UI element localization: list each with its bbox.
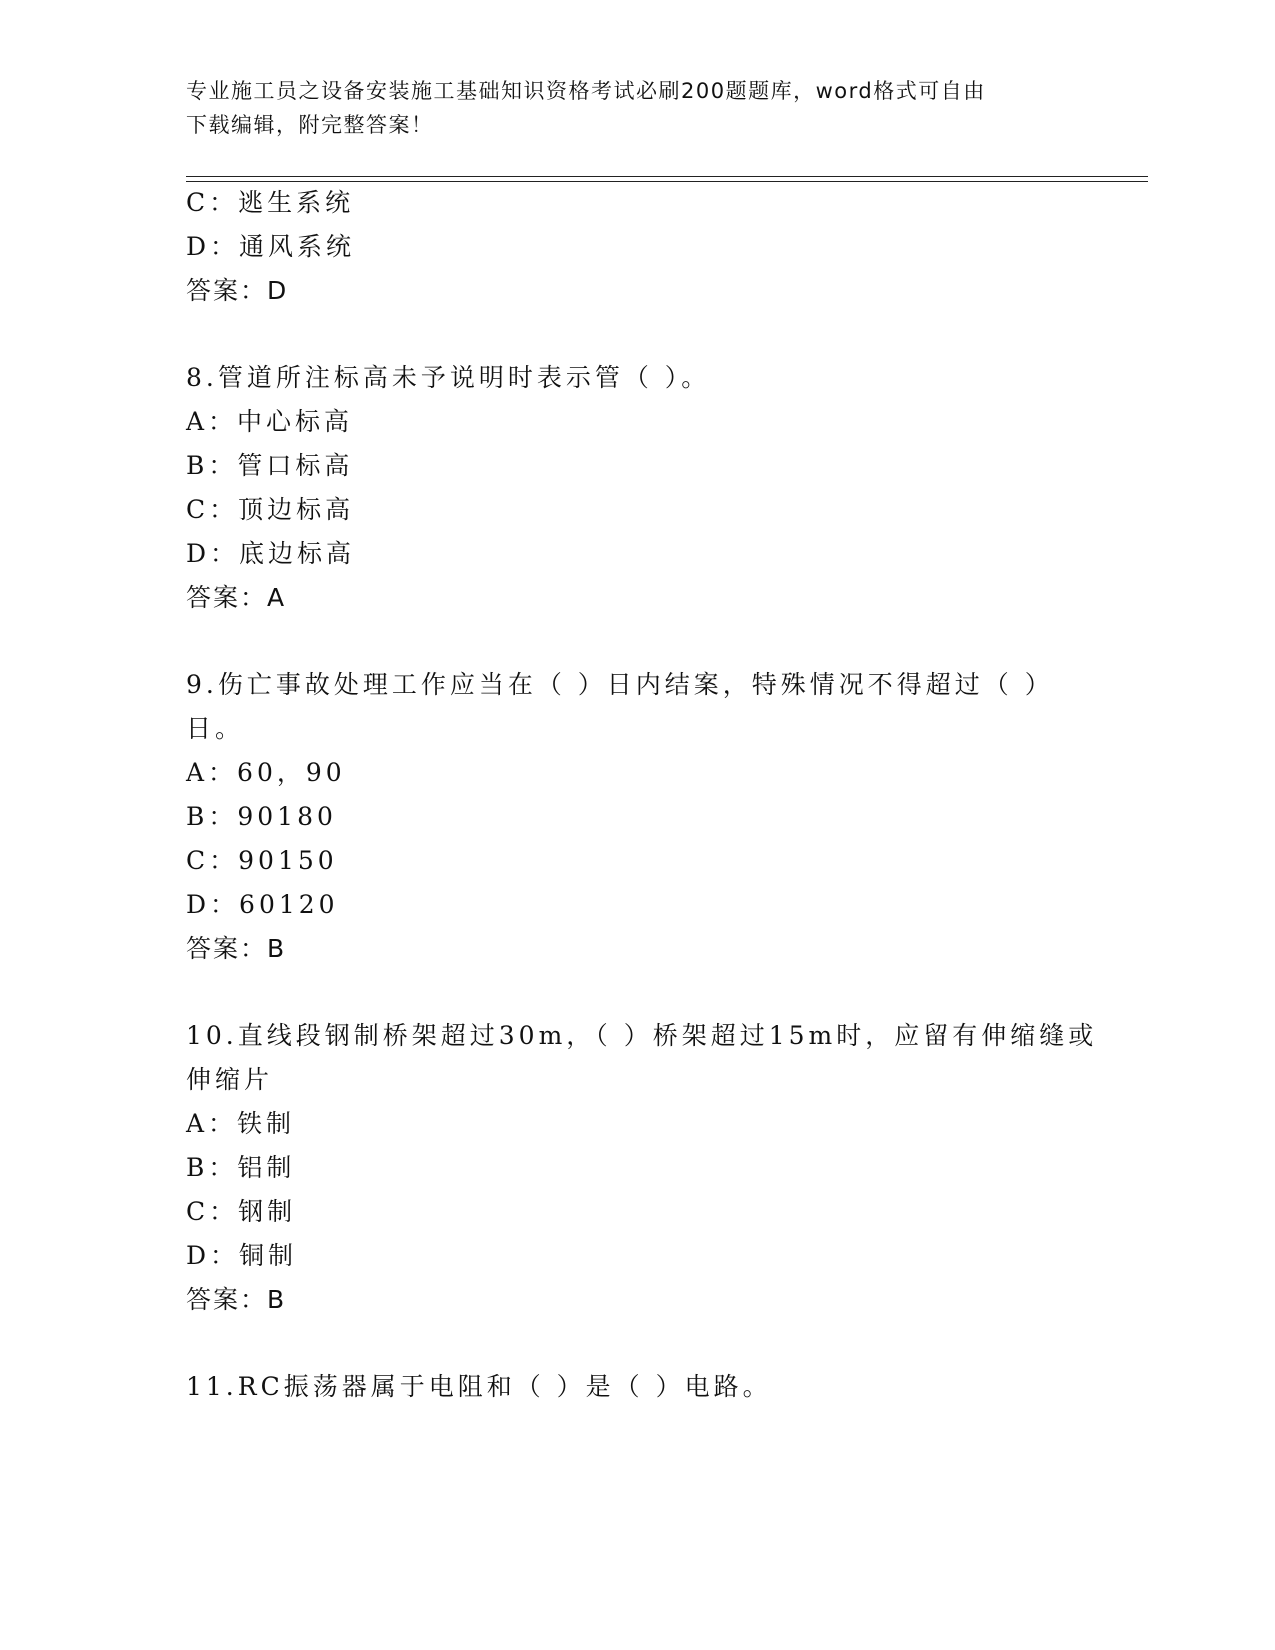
q9-answer: 答案：B (186, 934, 287, 963)
q11-question: 11.RC振荡器属于电阻和（ ）是（ ）电路。 (186, 1372, 772, 1401)
q10-answer: 答案：B (186, 1285, 287, 1314)
q10-option-b: B：铝制 (186, 1153, 296, 1182)
document-header (186, 74, 1066, 142)
q9-option-b: B：90180 (186, 802, 337, 831)
q9-question-line-1: 9.伤亡事故处理工作应当在（ ）日内结案，特殊情况不得超过（ ） (186, 670, 1054, 699)
q9-question-line-2: 日。 (186, 714, 245, 743)
q7-answer: 答案：D (186, 276, 289, 305)
q8-option-d: D：底边标高 (186, 539, 356, 568)
header-title-line-2: 下载编辑，附完整答案！ (186, 113, 434, 137)
q10-question-line-2: 伸缩片 (186, 1065, 274, 1094)
q9-option-d: D：60120 (186, 890, 339, 919)
q10-question-line-1: 10.直线段钢制桥架超过30m，（ ）桥架超过15m时，应留有伸缩缝或 (186, 1021, 1098, 1050)
q10-option-c: C：钢制 (186, 1197, 297, 1226)
q8-option-b: B：管口标高 (186, 451, 354, 480)
q8-question: 8.管道所注标高未予说明时表示管（ ）。 (186, 363, 711, 392)
q7-option-d: D：通风系统 (186, 232, 356, 261)
q7-option-c: C：逃生系统 (186, 188, 355, 217)
q9-option-c: C：90150 (186, 846, 338, 875)
q10-option-a: A：铁制 (186, 1109, 296, 1138)
q10-option-d: D：铜制 (186, 1241, 298, 1270)
header-divider-top (186, 176, 1148, 177)
q8-answer: 答案：A (186, 583, 287, 612)
q8-option-a: A：中心标高 (186, 407, 354, 436)
header-title-line-1: 专业施工员之设备安装施工基础知识资格考试必刷200题题库，word格式可自由 (186, 79, 986, 103)
q9-option-a: A：60，90 (186, 758, 346, 787)
header-divider-bottom (186, 181, 1148, 182)
q8-option-c: C：顶边标高 (186, 495, 355, 524)
